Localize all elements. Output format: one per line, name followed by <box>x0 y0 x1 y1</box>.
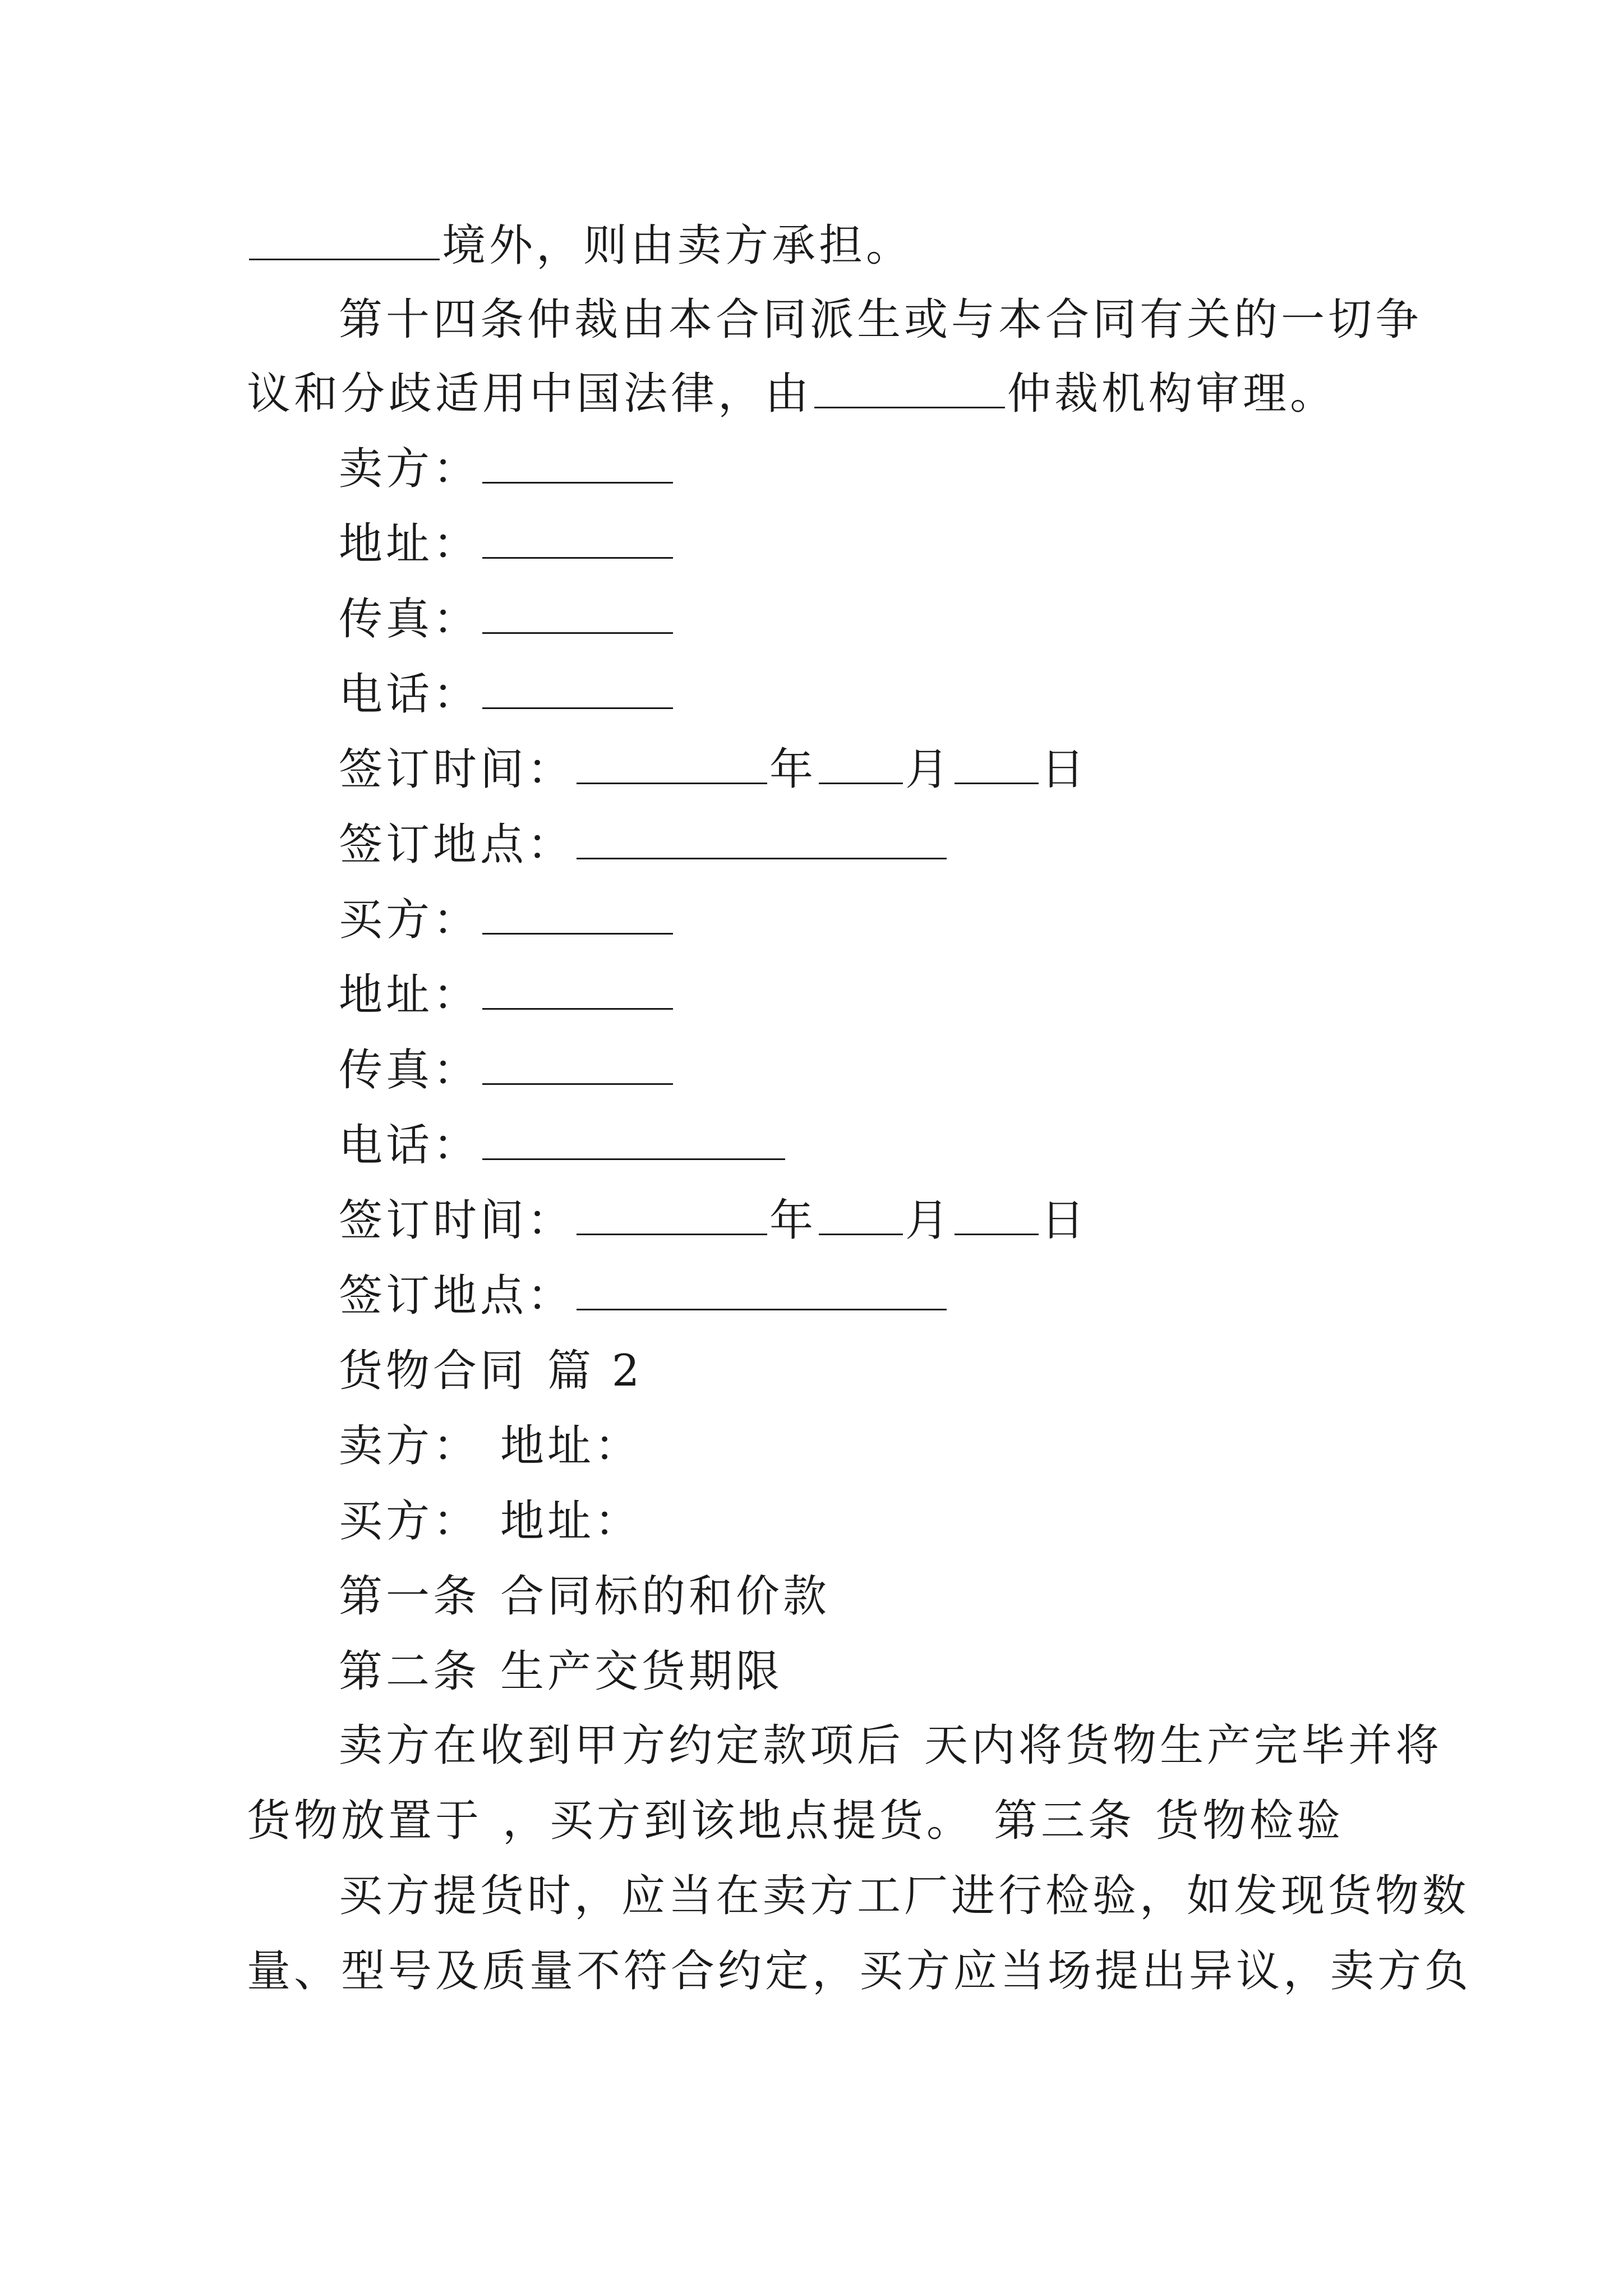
buyer-name-field <box>339 892 675 948</box>
line-text: 货物放置于 <box>247 1796 483 1846</box>
fill-in-blank <box>482 597 673 634</box>
line-text: 卖方： <box>339 1421 481 1471</box>
line-text: 议和分歧适用中国法律，由 <box>247 369 813 419</box>
buyer-sign-place-field <box>339 1268 949 1324</box>
fill-in-blank <box>482 522 673 559</box>
field-label: 传真： <box>339 1045 481 1096</box>
clause-14-heading <box>339 292 1422 348</box>
buyer-address-field <box>339 967 675 1023</box>
seller-sign-date-field <box>339 742 1088 798</box>
line-text: 量、型号及质量不符合约定，买方应当场提出异议，卖方负 <box>247 1946 1472 1996</box>
buyer-fax-field <box>339 1042 675 1098</box>
field-label: 签订地点： <box>339 1271 575 1321</box>
field-label: 买方： <box>339 895 481 945</box>
line-text: 买方： <box>339 1496 481 1547</box>
seller-sign-place-field <box>339 817 949 873</box>
fill-in-blank <box>482 973 673 1010</box>
line-text: 第三条 <box>994 1796 1136 1846</box>
line-text: 第一条 <box>339 1571 481 1622</box>
fill-in-blank <box>814 372 1005 408</box>
fill-in-blank <box>819 1199 903 1235</box>
buyer-sign-date-field <box>339 1193 1088 1249</box>
line-text: 合同标的和价款 <box>500 1571 831 1622</box>
seller-name-field <box>339 441 675 497</box>
fill-in-blank <box>482 673 673 709</box>
line-text: 地址： <box>500 1496 642 1547</box>
text-line <box>247 366 1337 422</box>
seller-address-line <box>339 1418 642 1474</box>
line-text: 仲裁机构审理。 <box>1007 369 1338 419</box>
line-text: 生产交货期限 <box>500 1646 783 1697</box>
text-line <box>247 1793 1344 1849</box>
line-text: 天内将货物生产完毕并将 <box>924 1720 1443 1771</box>
clause-2-heading <box>339 1644 783 1700</box>
field-label: 卖方： <box>339 444 481 494</box>
line-text: 地址： <box>500 1421 642 1471</box>
field-label: 传真： <box>339 594 481 645</box>
month-label: 月 <box>905 1195 953 1246</box>
text-line <box>339 1868 1469 1924</box>
line-text: 境外，则由卖方承担。 <box>442 220 914 271</box>
seller-address-field <box>339 516 675 572</box>
fill-in-blank <box>955 1199 1039 1235</box>
line-text: 第二条 <box>339 1646 481 1697</box>
text-line <box>339 1718 1442 1774</box>
fill-in-blank <box>577 1199 767 1235</box>
line-text: ，买方到该地点提货。 <box>502 1796 974 1846</box>
buyer-address-line <box>339 1493 642 1549</box>
year-label: 年 <box>769 744 817 795</box>
field-label: 地址： <box>339 970 481 1020</box>
month-label: 月 <box>905 744 953 795</box>
field-label: 签订地点： <box>339 820 575 870</box>
day-label: 日 <box>1041 1195 1089 1246</box>
field-label: 签订时间： <box>339 744 575 795</box>
fill-in-blank <box>482 1048 673 1085</box>
text-line <box>247 218 913 274</box>
fill-in-blank <box>249 224 440 260</box>
fill-in-blank <box>577 1274 947 1310</box>
seller-phone-field <box>339 666 675 723</box>
seller-fax-field <box>339 591 675 647</box>
year-label: 年 <box>769 1195 817 1246</box>
fill-in-blank <box>482 1124 785 1160</box>
day-label: 日 <box>1041 744 1089 795</box>
field-label: 地址： <box>339 519 481 569</box>
fill-in-blank <box>482 898 673 935</box>
fill-in-blank <box>819 748 903 784</box>
fill-in-blank <box>955 748 1039 784</box>
line-text: 货物合同 <box>339 1346 528 1396</box>
fill-in-blank <box>482 447 673 484</box>
field-label: 电话： <box>339 669 481 720</box>
fill-in-blank <box>577 748 767 784</box>
fill-in-blank <box>577 823 947 859</box>
line-text: 第十四条仲裁由本合同派生或与本合同有关的一切争 <box>339 295 1423 345</box>
line-text: 卖方在收到甲方约定款项后 <box>339 1720 905 1771</box>
buyer-phone-field <box>339 1117 787 1174</box>
clause-1-heading <box>339 1568 830 1625</box>
line-text: 买方提货时，应当在卖方工厂进行检验，如发现货物数 <box>339 1871 1470 1921</box>
field-label: 签订时间： <box>339 1195 575 1246</box>
section-title <box>339 1343 643 1399</box>
text-line <box>247 1943 1472 1999</box>
line-text: 货物检验 <box>1155 1796 1344 1846</box>
field-label: 电话： <box>339 1120 481 1171</box>
line-text: 篇 2 <box>547 1346 643 1396</box>
